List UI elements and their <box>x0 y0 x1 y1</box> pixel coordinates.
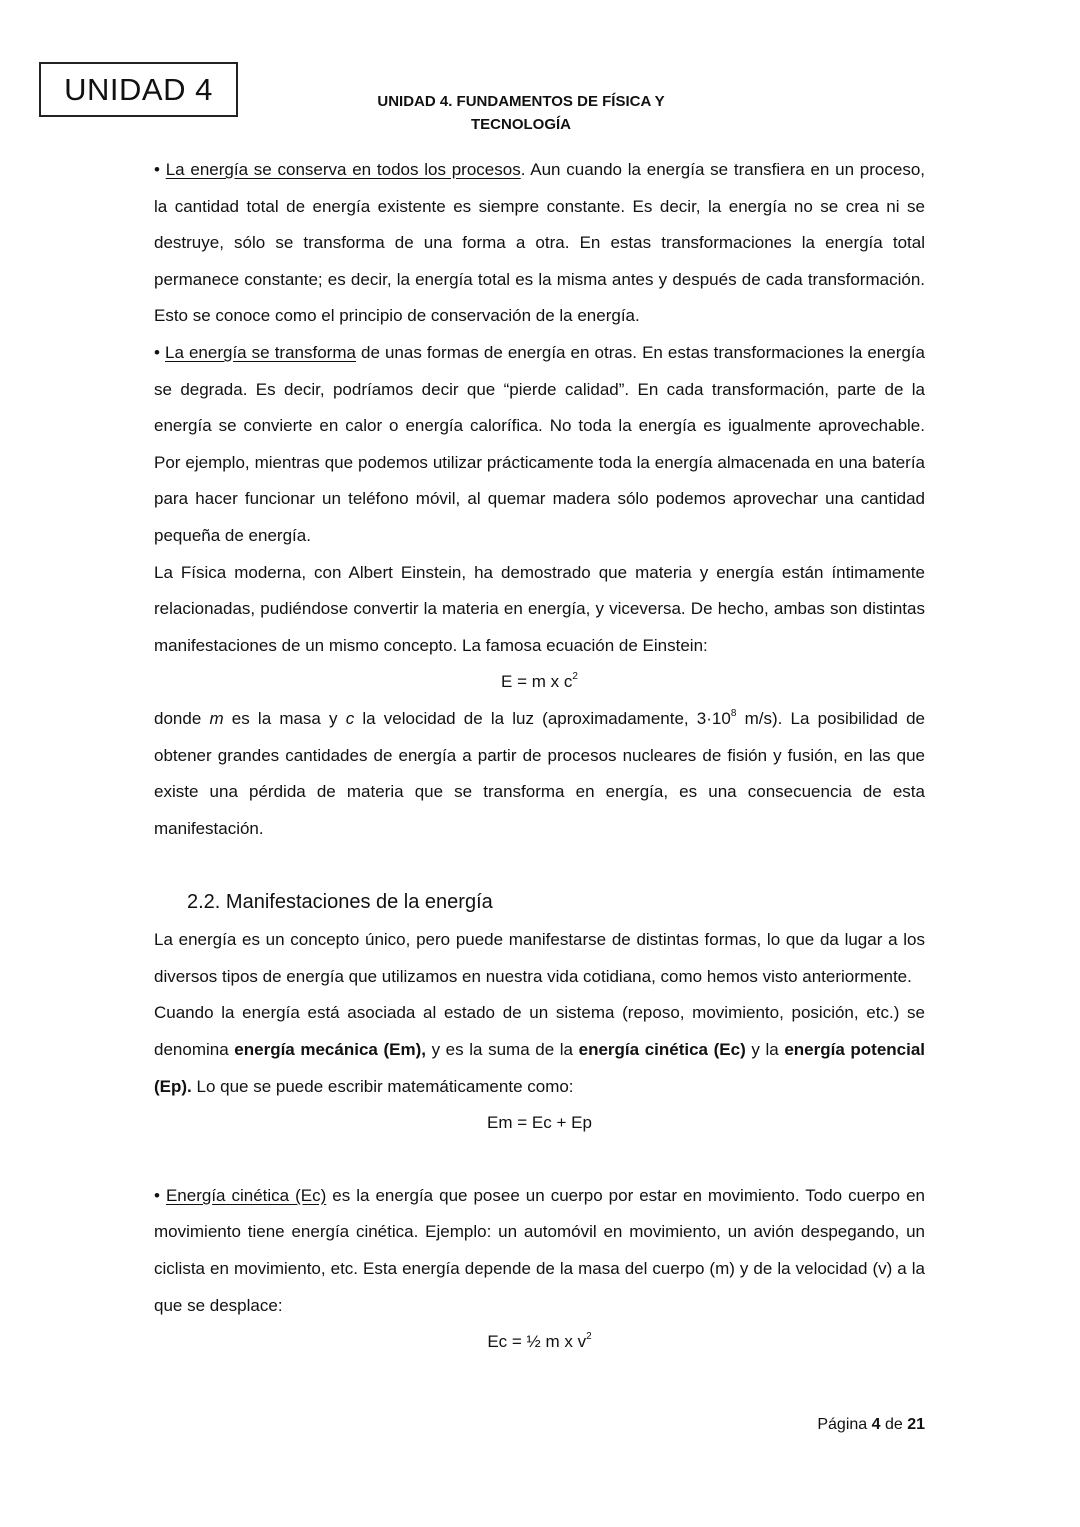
bold-term: energía cinética (Ec) <box>578 1040 746 1060</box>
page-content <box>154 152 925 1361</box>
document-header <box>340 90 702 136</box>
equation-exponent: 2 <box>572 671 578 683</box>
bold-term: energía mecánica (Em), <box>234 1040 426 1060</box>
paragraph-einstein-explanation <box>154 701 925 847</box>
paragraph-manifestations: La energía es un concepto único, pero puede manifestarse de distintas formas, lo que da lugar a los diversos tipos de energía que utilizamos en nuestra vida cotidiana, como hemos visto anteriormente. <box>154 930 925 986</box>
bullet: • <box>154 160 160 179</box>
header-line-1: UNIDAD 4. FUNDAMENTOS DE FÍSICA Y <box>377 93 665 110</box>
text-fragment: m/s). La posibilidad de obtener grandes cantidades de energía a partir de procesos nucleares de fisión y fusión, en las que existe una pérdida de materia que se transforma en energía, es una consecuencia de esta manifestación. <box>154 708 926 838</box>
current-page-number: 4 <box>871 1416 881 1433</box>
paragraph-mechanical-energy <box>154 995 925 1105</box>
header-line-2: TECNOLOGÍA <box>471 116 571 133</box>
equation-base: Ec = ½ m x v <box>487 1332 587 1352</box>
paragraph-text: de unas formas de energía en otras. En estas transformaciones la energía se degrada. Es decir, podríamos decir que “pierde calidad”. En cada transformación, parte de la energía se convierte en calor o energía calorífica. No toda la energía es igualmente aprovechable. Por ejemplo, mientras que podemos utilizar prácticamente toda la energía almacenada en una batería para hacer funcionar un teléfono móvil, al quemar madera sólo podemos aprovechar una cantidad pequeña de energía. <box>154 342 925 545</box>
underlined-phrase: Energía cinética (Ec) <box>165 1185 327 1205</box>
footer-prefix: Página <box>817 1416 872 1433</box>
equation-mechanical: Em = Ec + Ep <box>487 1113 592 1133</box>
exponent: 8 <box>730 707 737 719</box>
total-pages: 21 <box>907 1416 925 1433</box>
unit-label-box: UNIDAD 4 <box>39 62 238 117</box>
paragraph-text: . Aun cuando la energía se transfiera en un proceso, la cantidad total de energía existente es siempre constante. Es decir, la energía no se crea ni se destruye, sólo se transforma de una forma a otra. En estas transformaciones la energía total permanece constante; es decir, la energía total es la misma antes y después de cada transformación. Esto se conoce como el principio de conservación de la energía. <box>154 160 926 326</box>
equation-einstein <box>154 664 925 701</box>
text-fragment: es la masa y <box>223 708 346 728</box>
paragraph-einstein: La Física moderna, con Albert Einstein, ha demostrado que materia y energía están íntimamente relacionadas, pudiéndose convertir la materia en energía, y viceversa. De hecho, ambas son distintas manifestaciones de un mismo concepto. La famosa ecuación de Einstein: <box>154 562 925 655</box>
text-fragment: y es la suma de la <box>425 1040 579 1060</box>
text-fragment: y la <box>745 1040 785 1060</box>
paragraph-kinetic-energy <box>154 1178 925 1324</box>
paragraph-transformation <box>154 335 925 555</box>
equation-base: E = m x c <box>501 672 573 692</box>
underlined-phrase: La energía se transforma <box>165 342 356 362</box>
spacer <box>154 1142 925 1178</box>
paragraph-conservation <box>154 152 925 335</box>
text-fragment: Lo que se puede escribir matemáticamente como: <box>191 1076 574 1096</box>
underlined-phrase: La energía se conserva en todos los procesos <box>165 160 521 179</box>
section-title: 2.2. Manifestaciones de la energía <box>187 891 493 914</box>
text-fragment: Cuando la energía está asociada al estado de un sistema (reposo, movimiento, posición, etc.) se denomina <box>154 1003 925 1060</box>
page-footer <box>817 1416 925 1434</box>
footer-mid: de <box>880 1416 908 1433</box>
equation-kinetic <box>154 1324 925 1361</box>
text-fragment: la velocidad de la luz (aproximadamente, 3·10 <box>354 708 731 728</box>
paragraph-text: es la energía que posee un cuerpo por estar en movimiento. Todo cuerpo en movimiento tiene energía cinética. Ejemplo: un automóvil en movimiento, un avión despegando, un ciclista en movimiento, etc. Esta energía depende de la masa del cuerpo (m) y de la velocidad (v) a la que se desplace: <box>154 1185 925 1315</box>
equation-exponent: 2 <box>586 1331 592 1343</box>
variable-m: m <box>209 708 224 728</box>
bold-term: energía potencial (Ep). <box>154 1040 926 1096</box>
bullet: • <box>154 342 160 362</box>
text-fragment: donde <box>154 708 210 728</box>
bullet: • <box>154 1185 160 1205</box>
variable-c: c <box>345 708 355 728</box>
